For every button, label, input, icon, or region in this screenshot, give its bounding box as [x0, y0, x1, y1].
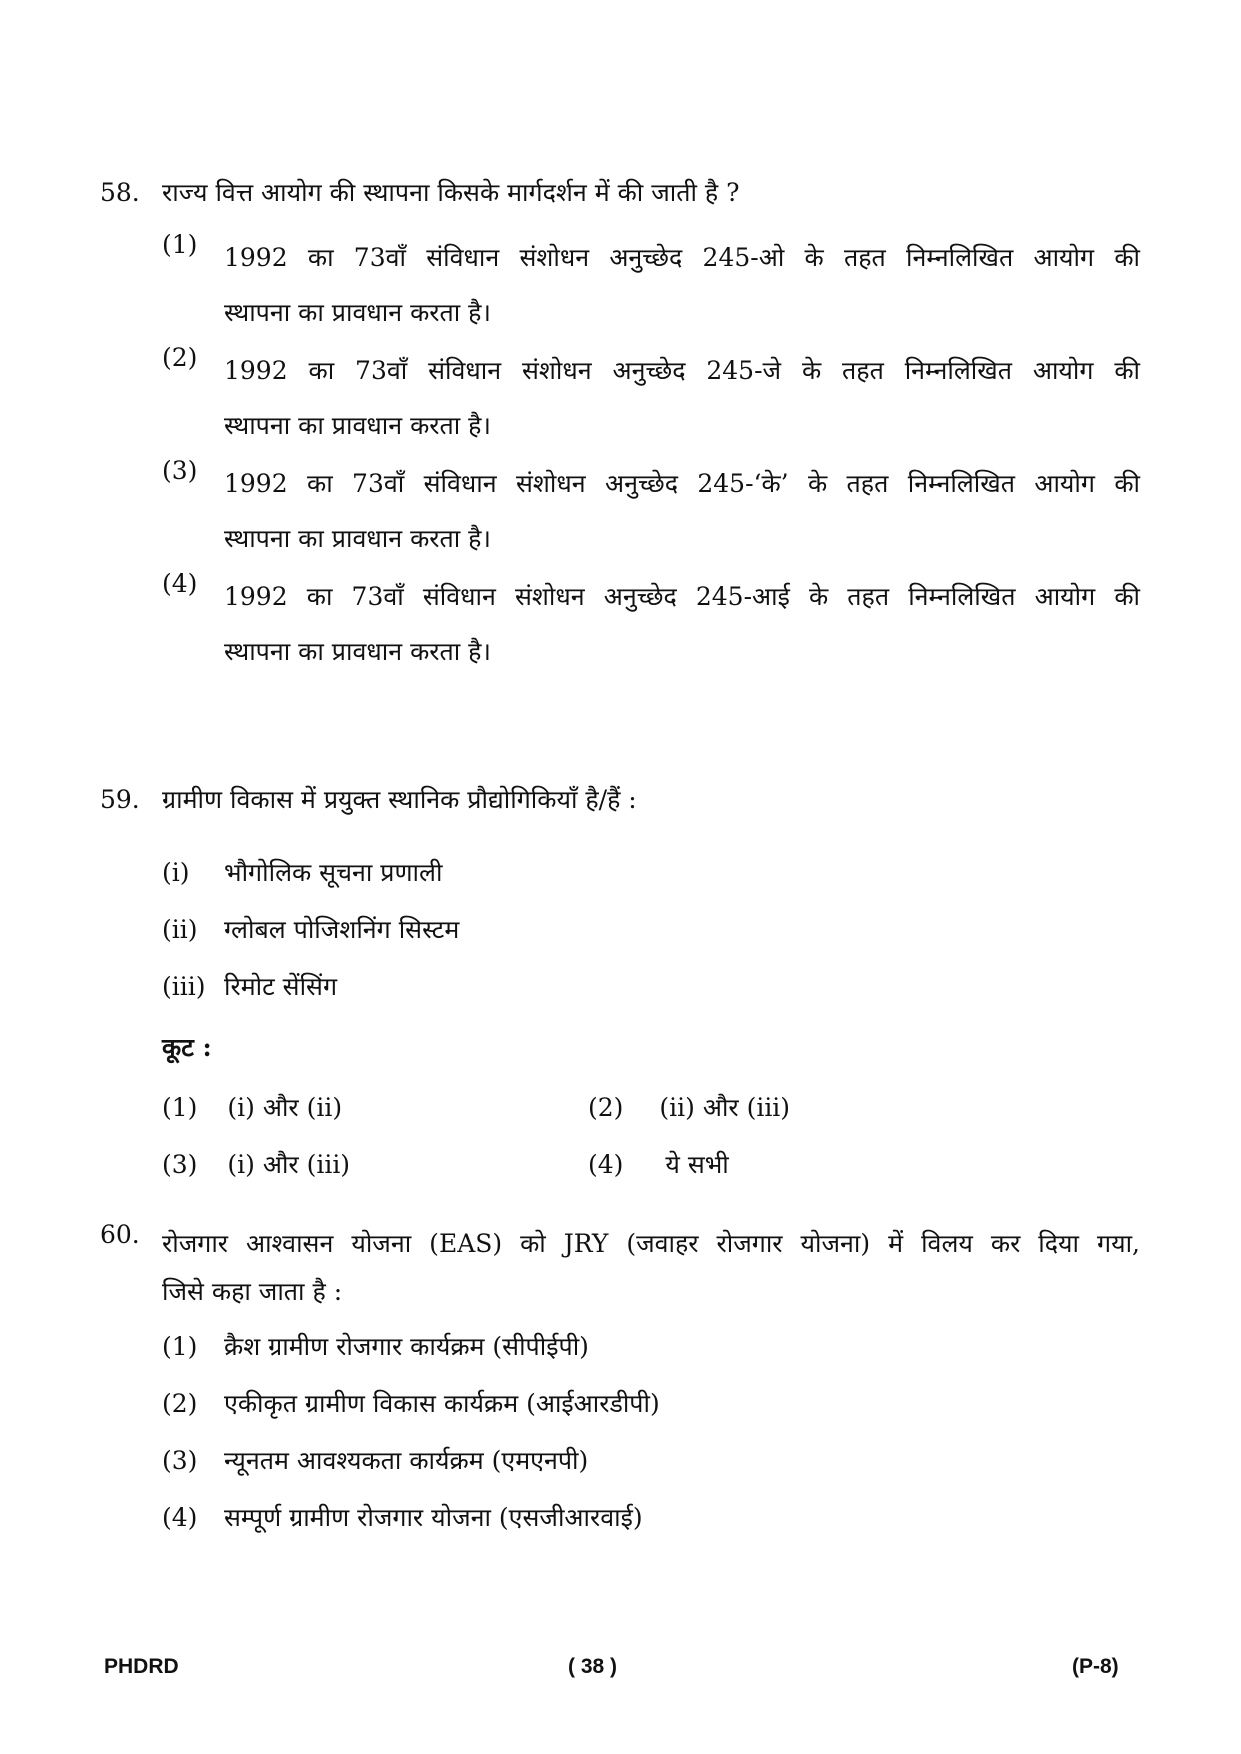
- option-number: (2): [588, 1093, 624, 1122]
- item-text: भौगोलिक सूचना प्रणाली: [224, 858, 443, 887]
- option-number: (1): [162, 230, 198, 259]
- option-text: (i) और (ii): [227, 1093, 343, 1122]
- item-text: रिमोट सेंसिंग: [224, 972, 338, 1001]
- option-text: एकीकृत ग्रामीण विकास कार्यक्रम (आईआरडीपी): [224, 1389, 660, 1418]
- q59-option-2: [588, 1090, 790, 1124]
- option-number: (1): [162, 1093, 198, 1122]
- option-text-line1: 1992 का 73वाँ संविधान संशोधन अनुच्छेद 245-‘के’ के तहत निम्नलिखित आयोग की: [224, 469, 1140, 498]
- option-text: (ii) और (iii): [659, 1093, 791, 1122]
- footer-code: PHDRD: [104, 1655, 179, 1678]
- question-text: ग्रामीण विकास में प्रयुक्त स्थानिक प्रौद्योगिकियाँ है/हैं :: [162, 785, 637, 814]
- option-number: (3): [162, 1150, 198, 1179]
- item-text: ग्लोबल पोजिशनिंग सिस्टम: [224, 915, 460, 944]
- option-number: (2): [162, 343, 198, 372]
- option-text: ये सभी: [665, 1150, 729, 1179]
- option-text-line1: 1992 का 73वाँ संविधान संशोधन अनुच्छेद 245-जे के तहत निम्नलिखित आयोग की: [224, 356, 1140, 385]
- q59-option-1: [162, 1090, 342, 1124]
- option-text: न्यूनतम आवश्यकता कार्यक्रम (एमएनपी): [224, 1446, 589, 1475]
- question-text: राज्य वित्त आयोग की स्थापना किसके मार्गदर्शन में की जाती है ?: [162, 178, 740, 207]
- option-text-line1: 1992 का 73वाँ संविधान संशोधन अनुच्छेद 245-आई के तहत निम्नलिखित आयोग की: [224, 582, 1140, 611]
- option-number: (4): [162, 1503, 198, 1532]
- item-number: (ii): [162, 915, 198, 944]
- option-text-line2: स्थापना का प्रावधान करता है।: [224, 411, 491, 440]
- option-number: (2): [162, 1389, 198, 1418]
- option-number: (3): [162, 1446, 198, 1475]
- option-number: (1): [162, 1332, 198, 1361]
- question-number: 58.: [100, 178, 140, 207]
- option-number: (3): [162, 456, 198, 485]
- option-text-line2: स्थापना का प्रावधान करता है।: [224, 524, 491, 553]
- question-number: 60.: [100, 1220, 140, 1249]
- footer-set: (P-8): [1072, 1655, 1119, 1678]
- option-text: (i) और (iii): [227, 1150, 351, 1179]
- option-text-line2: स्थापना का प्रावधान करता है।: [224, 298, 491, 327]
- question-text-line2: जिसे कहा जाता है :: [162, 1277, 343, 1306]
- question-number: 59.: [100, 785, 140, 814]
- item-number: (iii): [162, 972, 206, 1001]
- page-number: ( 38 ): [568, 1655, 618, 1678]
- option-text: क्रैश ग्रामीण रोजगार कार्यक्रम (सीपीईपी): [224, 1332, 589, 1361]
- code-label: कूट :: [162, 1033, 212, 1062]
- option-text-line2: स्थापना का प्रावधान करता है।: [224, 637, 491, 666]
- option-number: (4): [162, 569, 198, 598]
- item-number: (i): [162, 858, 190, 887]
- question-text-line1: रोजगार आश्वासन योजना (EAS) को JRY (जवाहर रोजगार योजना) में विलय कर दिया गया,: [162, 1229, 1140, 1258]
- option-number: (4): [588, 1150, 624, 1179]
- option-text-line1: 1992 का 73वाँ संविधान संशोधन अनुच्छेद 245-ओ के तहत निम्नलिखित आयोग की: [224, 243, 1140, 272]
- option-text: सम्पूर्ण ग्रामीण रोजगार योजना (एसजीआरवाई): [224, 1503, 643, 1532]
- q59-option-3: [162, 1147, 350, 1181]
- q59-option-4: [588, 1147, 729, 1181]
